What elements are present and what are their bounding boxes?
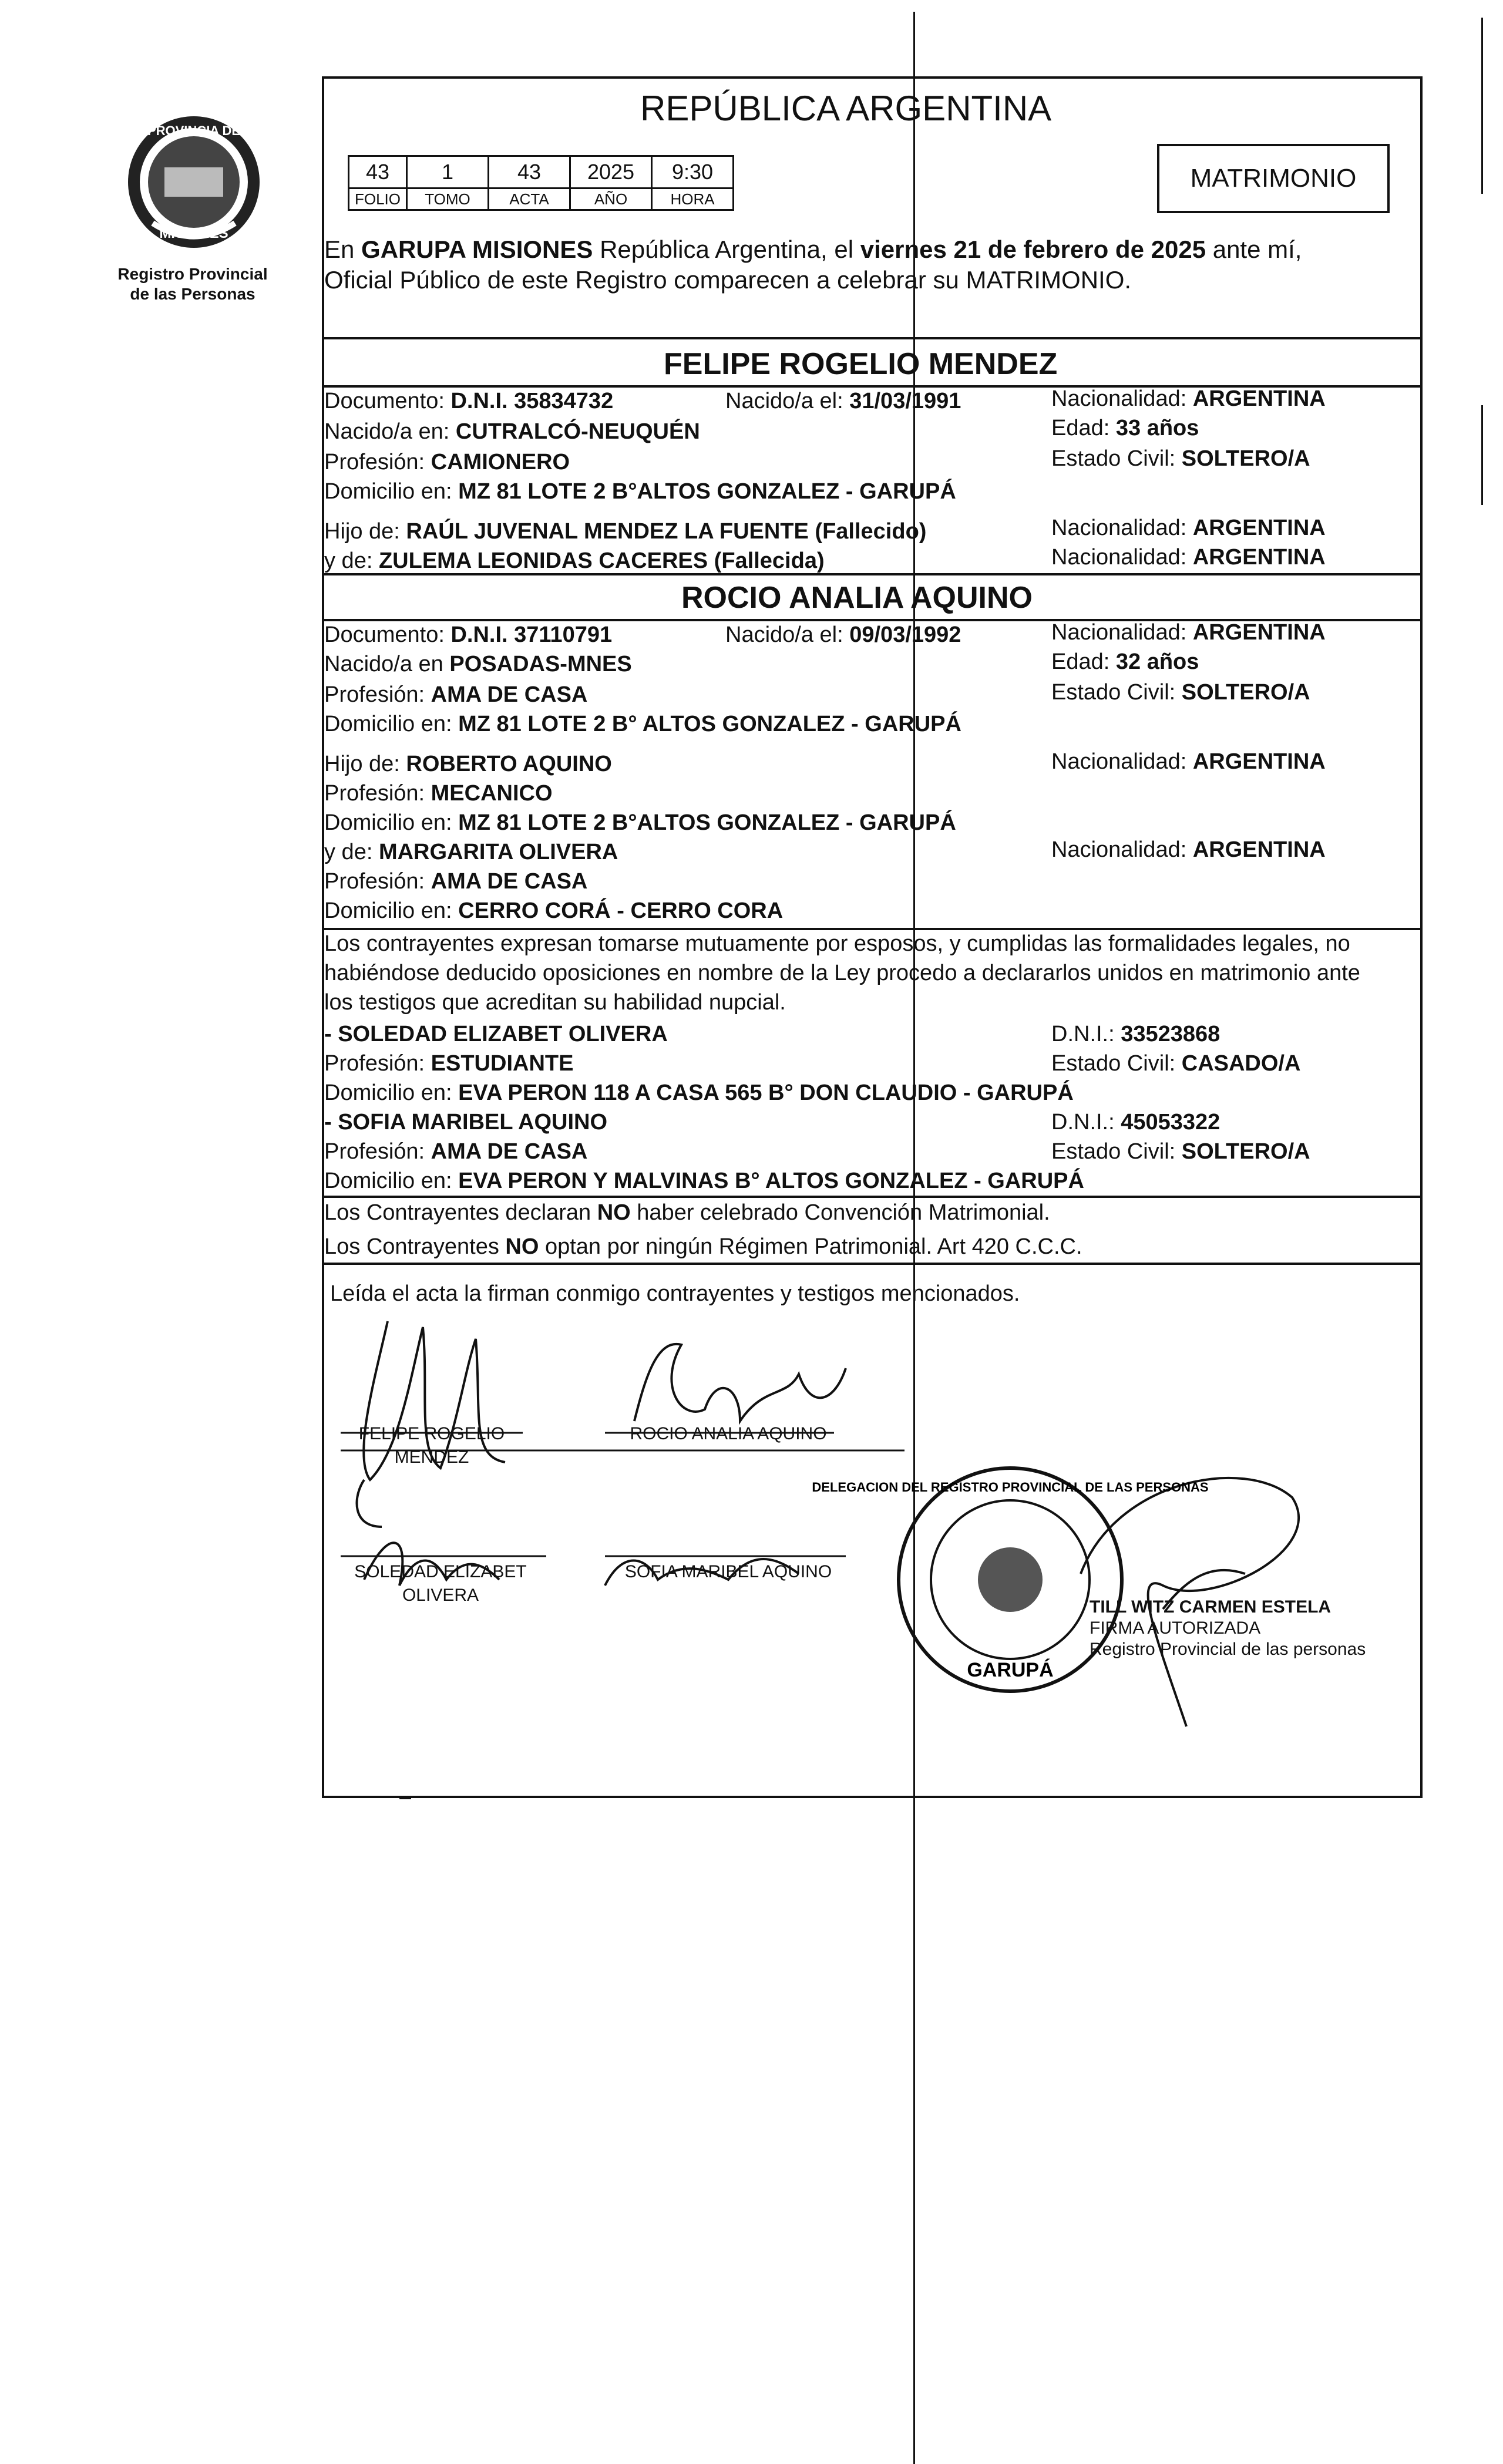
- bride-name: ROCIO ANALIA AQUINO: [681, 581, 1033, 615]
- tomo-value: 1: [407, 156, 489, 188]
- witness-2-civil: Estado Civil: SOLTERO/A: [1051, 1139, 1310, 1164]
- groom-address: Domicilio en: MZ 81 LOTE 2 B°ALTOS GONZALEZ - GARUPÁ: [324, 479, 956, 504]
- groom-father-nationality: Nacionalidad: ARGENTINA: [1051, 516, 1326, 540]
- svg-text:GARUPÁ: GARUPÁ: [967, 1659, 1054, 1681]
- bride-father-address: Domicilio en: MZ 81 LOTE 2 B°ALTOS GONZALEZ - GARUPÁ: [324, 810, 956, 835]
- officer-role: FIRMA AUTORIZADA: [1090, 1618, 1261, 1638]
- bride-civil-status: Estado Civil: SOLTERO/A: [1051, 680, 1310, 705]
- hour-label: HORA: [652, 188, 734, 210]
- declaration-line-1: Los contrayentes expresan tomarse mutuamente por esposos, y cumplidas las formalidades legales, no: [324, 931, 1350, 956]
- hour-value: 9:30: [652, 156, 734, 188]
- convention-line-1: Los Contrayentes declaran NO haber celebrado Convención Matrimonial.: [324, 1200, 1050, 1225]
- intro-line-1: En GARUPA MISIONES República Argentina, el viernes 21 de febrero de 2025 ante mí,: [324, 235, 1302, 263]
- provincial-registry-logo: [123, 112, 264, 255]
- witness-2-dni: D.N.I.: 45053322: [1051, 1110, 1220, 1135]
- bride-profession: Profesión: AMA DE CASA: [324, 682, 588, 707]
- svg-text:DELEGACION DEL REGISTRO PROVIN: DELEGACION DEL REGISTRO PROVINCIAL DE LAS PERSONAS: [812, 1480, 1209, 1494]
- groom-born-on: Nacido/a el: 31/03/1991: [725, 389, 961, 413]
- folio-value: 43: [349, 156, 407, 188]
- groom-born-in: Nacido/a en: CUTRALCÓ-NEUQUÉN: [324, 419, 700, 444]
- svg-text:MISIONES: MISIONES: [159, 225, 228, 241]
- bride-address: Domicilio en: MZ 81 LOTE 2 B° ALTOS GONZALEZ - GARUPÁ: [324, 712, 961, 736]
- witness-1-dni: D.N.I.: 33523868: [1051, 1022, 1220, 1046]
- bride-mother-address: Domicilio en: CERRO CORÁ - CERRO CORA: [324, 898, 784, 923]
- sig-groom-line1: FELIPE ROGELIO: [358, 1424, 505, 1443]
- year-label: AÑO: [570, 188, 652, 210]
- signatures-drawing: [329, 1304, 1421, 1762]
- bride-age: Edad: 32 años: [1051, 649, 1199, 674]
- officer-org: Registro Provincial de las personas: [1090, 1640, 1366, 1659]
- svg-text:PROVINCIA DE: PROVINCIA DE: [147, 123, 241, 138]
- logo-caption: Registro Provincial de las Personas: [117, 265, 268, 303]
- bride-father-nationality: Nacionalidad: ARGENTINA: [1051, 749, 1326, 774]
- witness-1-name: - SOLEDAD ELIZABET OLIVERA: [324, 1022, 668, 1046]
- bride-mother-nationality: Nacionalidad: ARGENTINA: [1051, 837, 1326, 862]
- acta-value: 43: [489, 156, 570, 188]
- country-title: REPÚBLICA ARGENTINA: [640, 89, 1052, 128]
- groom-mother: y de: ZULEMA LEONIDAS CACERES (Fallecida): [324, 548, 825, 573]
- convention-line-2: Los Contrayentes NO optan por ningún Régimen Patrimonial. Art 420 C.C.C.: [324, 1234, 1082, 1259]
- witness-2-profession: Profesión: AMA DE CASA: [324, 1139, 588, 1164]
- registry-table: [348, 155, 734, 211]
- witness-2-name: - SOFIA MARIBEL AQUINO: [324, 1110, 608, 1135]
- scan-mark-right: [1481, 18, 1483, 194]
- sig-witness-1-line2: OLIVERA: [402, 1586, 479, 1605]
- sig-groom-line2: MENDEZ: [394, 1448, 469, 1467]
- groom-name: FELIPE ROGELIO MENDEZ: [664, 347, 1058, 381]
- sig-witness-1-line1: SOLEDAD ELIZABET: [354, 1562, 527, 1581]
- bride-doc: Documento: D.N.I. 37110791: [324, 622, 613, 647]
- bride-born-on: Nacido/a el: 09/03/1992: [725, 622, 961, 647]
- sig-witness-2: SOFIA MARIBEL AQUINO: [624, 1562, 832, 1581]
- folio-label: FOLIO: [349, 188, 407, 210]
- groom-nationality: Nacionalidad: ARGENTINA: [1051, 386, 1326, 411]
- groom-mother-nationality: Nacionalidad: ARGENTINA: [1051, 545, 1326, 570]
- intro-line-2: Oficial Público de este Registro comparecen a celebrar su MATRIMONIO.: [324, 266, 1132, 294]
- sig-bride: ROCIO ANALIA AQUINO: [630, 1424, 827, 1443]
- bride-mother-profession: Profesión: AMA DE CASA: [324, 869, 588, 894]
- acta-label: ACTA: [489, 188, 570, 210]
- groom-civil-status: Estado Civil: SOLTERO/A: [1051, 446, 1310, 471]
- declaration-line-2: habiéndose deducido oposiciones en nombre de la Ley procedo a declararlos unidos en matrimonio ante: [324, 961, 1360, 985]
- witness-1-profession: Profesión: ESTUDIANTE: [324, 1051, 574, 1076]
- bride-father-profession: Profesión: MECANICO: [324, 781, 553, 806]
- scan-mark-right-2: [1481, 405, 1483, 505]
- closing-text: Leída el acta la firman conmigo contrayentes y testigos mencionados.: [330, 1281, 1020, 1306]
- groom-doc: Documento: D.N.I. 35834732: [324, 389, 614, 413]
- tomo-label: TOMO: [407, 188, 489, 210]
- officer-name: TILL WITZ CARMEN ESTELA: [1090, 1597, 1331, 1617]
- bride-father: Hijo de: ROBERTO AQUINO: [324, 752, 612, 776]
- groom-profession: Profesión: CAMIONERO: [324, 450, 570, 474]
- witness-1-civil: Estado Civil: CASADO/A: [1051, 1051, 1301, 1076]
- witness-1-address: Domicilio en: EVA PERON 118 A CASA 565 B° DON CLAUDIO - GARUPÁ: [324, 1080, 1074, 1105]
- bride-nationality: Nacionalidad: ARGENTINA: [1051, 620, 1326, 645]
- groom-age: Edad: 33 años: [1051, 416, 1199, 440]
- bride-born-in: Nacido/a en POSADAS-MNES: [324, 652, 632, 676]
- year-value: 2025: [570, 156, 652, 188]
- witness-2-address: Domicilio en: EVA PERON Y MALVINAS B° ALTOS GONZALEZ - GARUPÁ: [324, 1169, 1084, 1193]
- groom-father: Hijo de: RAÚL JUVENAL MENDEZ LA FUENTE (Fallecido): [324, 519, 927, 544]
- declaration-line-3: los testigos que acreditan su habilidad nupcial.: [324, 990, 786, 1015]
- bride-mother: y de: MARGARITA OLIVERA: [324, 840, 618, 864]
- act-type-box: MATRIMONIO: [1157, 144, 1390, 213]
